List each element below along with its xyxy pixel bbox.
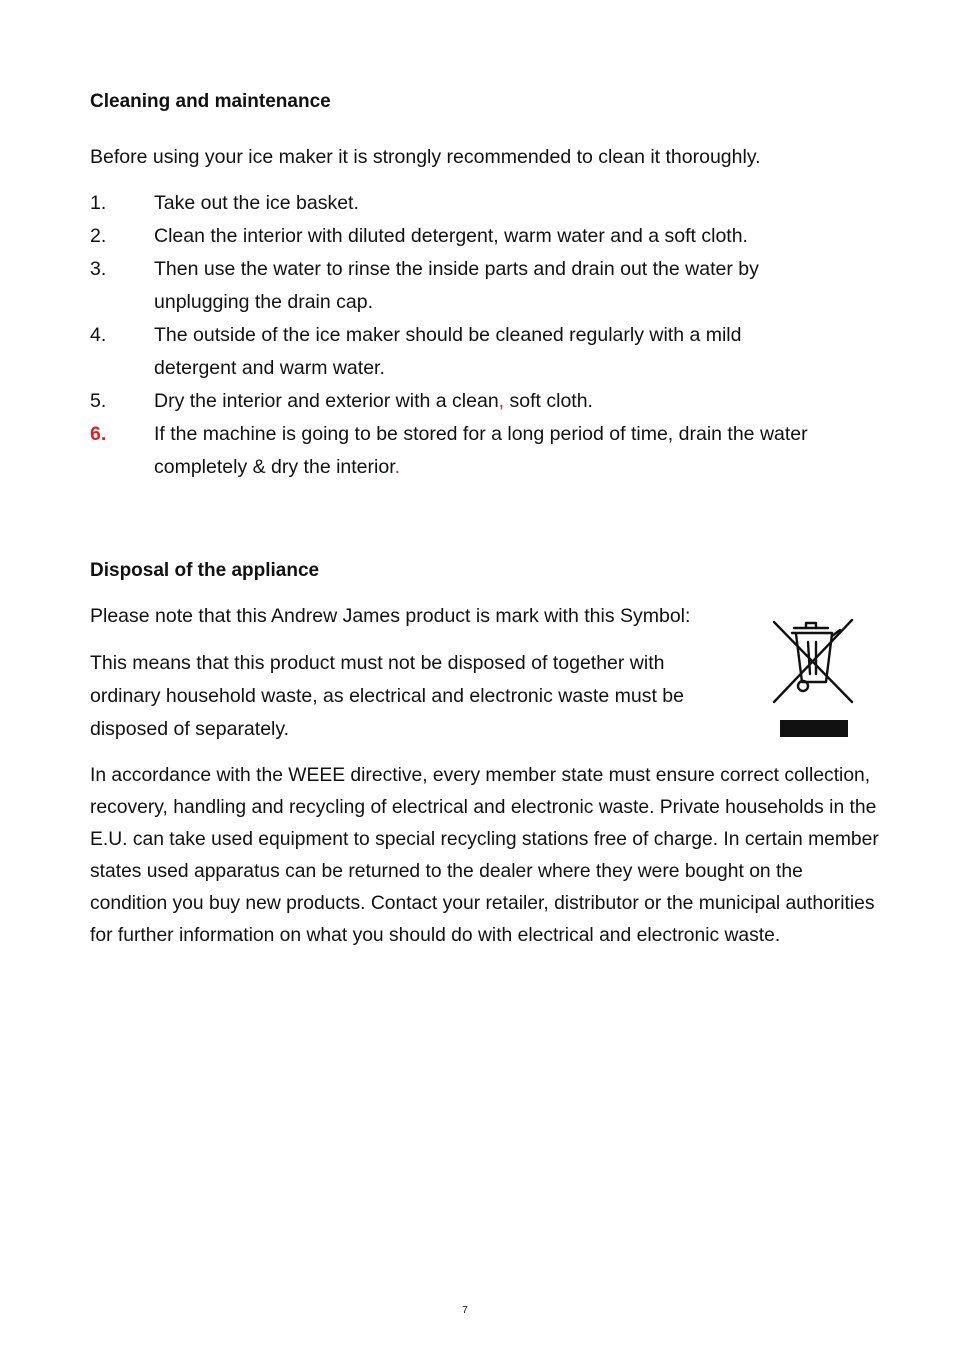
list-item bbox=[90, 418, 880, 484]
highlighted-period: . bbox=[394, 456, 401, 478]
step-text-start: Dry the interior and exterior with a clean bbox=[154, 390, 499, 412]
step-text: Then use the water to rinse the inside parts and drain out the water by unplugging the drain cap. bbox=[154, 258, 759, 313]
disposal-heading: Disposal of the appliance bbox=[90, 560, 320, 581]
cleaning-intro: Before using your ice maker it is strongly recommended to clean it thoroughly. bbox=[90, 146, 761, 168]
step-number-highlighted: 6. bbox=[90, 423, 107, 445]
list-item bbox=[90, 253, 880, 319]
list-item bbox=[90, 187, 880, 220]
crossed-out-wheelie-bin-icon bbox=[770, 616, 856, 740]
page-number: 7 bbox=[462, 1305, 468, 1316]
step-text: Clean the interior with diluted detergent, warm water and a soft cloth. bbox=[154, 225, 748, 247]
symbol-note: Please note that this Andrew James product is mark with this Symbol: bbox=[90, 605, 691, 627]
step-text: The outside of the ice maker should be cleaned regularly with a mild detergent and warm water. bbox=[154, 324, 742, 379]
step-number: 3. bbox=[90, 258, 107, 280]
step-number: 2. bbox=[90, 225, 107, 247]
step-number: 1. bbox=[90, 192, 107, 214]
weee-directive-text: In accordance with the WEEE directive, every member state must ensure correct collection, recovery, handling and recycling of electrical and electronic waste. Private households in the E.U. can take used equipment to special recycling stations free of charge. In certain member states used apparatus can be returned to the dealer where they were bought on the condition you buy new products. Contact your retailer, distributor or the municipal authorities for further information on what you should do with electrical and electronic waste. bbox=[90, 765, 879, 946]
step-text: Take out the ice basket. bbox=[154, 192, 359, 214]
cleaning-steps-list bbox=[90, 187, 880, 484]
list-item bbox=[90, 220, 880, 253]
cleaning-heading: Cleaning and maintenance bbox=[90, 91, 331, 112]
step-number: 5. bbox=[90, 390, 107, 412]
disposal-meaning: This means that this product must not be disposed of together with ordinary household waste, as electrical and electronic waste must be disposed of separately. bbox=[90, 652, 684, 740]
step-text: If the machine is going to be stored for a long period of time, drain the water completely & dry the interior bbox=[154, 423, 808, 478]
list-item bbox=[90, 319, 880, 385]
step-number: 4. bbox=[90, 324, 107, 346]
list-item bbox=[90, 385, 880, 418]
highlighted-comma: , bbox=[498, 390, 505, 412]
step-text-end: soft cloth. bbox=[504, 390, 593, 412]
